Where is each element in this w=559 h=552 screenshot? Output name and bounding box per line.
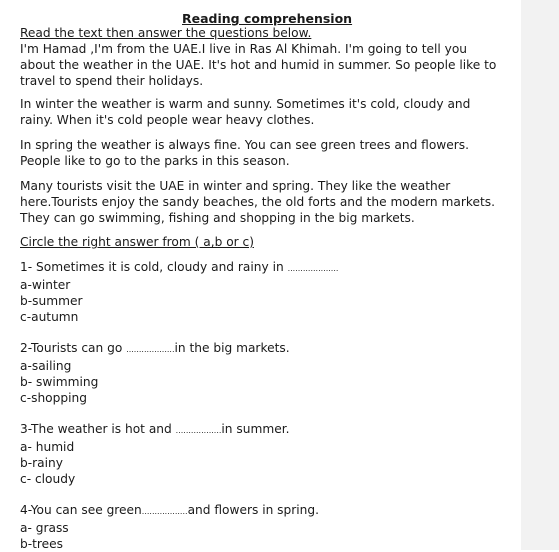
option-a: a-sailing bbox=[20, 359, 72, 373]
question-3-text: 3-The weather is hot and ..................in summer. bbox=[20, 422, 290, 436]
paragraph-intro: I'm Hamad ,I'm from the UAE.I live in Ras Al Khimah. I'm going to tell you about the weather in the UAE. It's hot and humid in summer. So people like to travel to spend their holidays. bbox=[20, 42, 497, 88]
option-a: a- humid bbox=[20, 440, 75, 454]
option-b: b-trees bbox=[20, 537, 64, 551]
question-3 bbox=[20, 421, 290, 487]
question-4 bbox=[20, 502, 319, 552]
question-1 bbox=[20, 259, 338, 325]
paragraph-tourists: Many tourists visit the UAE in winter and spring. They like the weather here.Tourists enjoy the sandy beaches, the old forts and the modern markets. They can go swimming, fishing and shopping in the big markets. bbox=[20, 179, 495, 225]
answer-blank: ................... bbox=[126, 345, 175, 354]
option-a: a-winter bbox=[20, 278, 71, 292]
option-b: b-rainy bbox=[20, 456, 63, 470]
answer-blank: .................. bbox=[141, 507, 188, 516]
question-1-text: 1- Sometimes it is cold, cloudy and rainy in .................... bbox=[20, 260, 339, 274]
option-b: b- swimming bbox=[20, 375, 99, 389]
question-2 bbox=[20, 340, 290, 406]
question-4-text: 4-You can see green..................and flowers in spring. bbox=[20, 503, 320, 517]
worksheet-title: Reading comprehension bbox=[182, 11, 353, 26]
paragraph-winter: In winter the weather is warm and sunny. Sometimes it's cold, cloudy and rainy. When it's cold people wear heavy clothes. bbox=[20, 97, 471, 127]
circle-instruction: Circle the right answer from ( a,b or c) bbox=[20, 235, 254, 249]
question-2-text: 2-Tourists can go ...................in the big markets. bbox=[20, 341, 290, 355]
option-c: c-shopping bbox=[20, 391, 87, 405]
scan-right-margin bbox=[521, 0, 559, 550]
option-a: a- grass bbox=[20, 521, 69, 535]
answer-blank: .................... bbox=[287, 264, 339, 273]
option-b: b-summer bbox=[20, 294, 83, 308]
option-c: c- cloudy bbox=[20, 472, 76, 486]
reading-instruction: Read the text then answer the questions below. bbox=[20, 26, 312, 40]
paragraph-spring: In spring the weather is always fine. You can see green trees and flowers. People like to go to the parks in this season. bbox=[20, 138, 470, 168]
answer-blank: .................. bbox=[175, 426, 222, 435]
option-c: c-autumn bbox=[20, 310, 79, 324]
